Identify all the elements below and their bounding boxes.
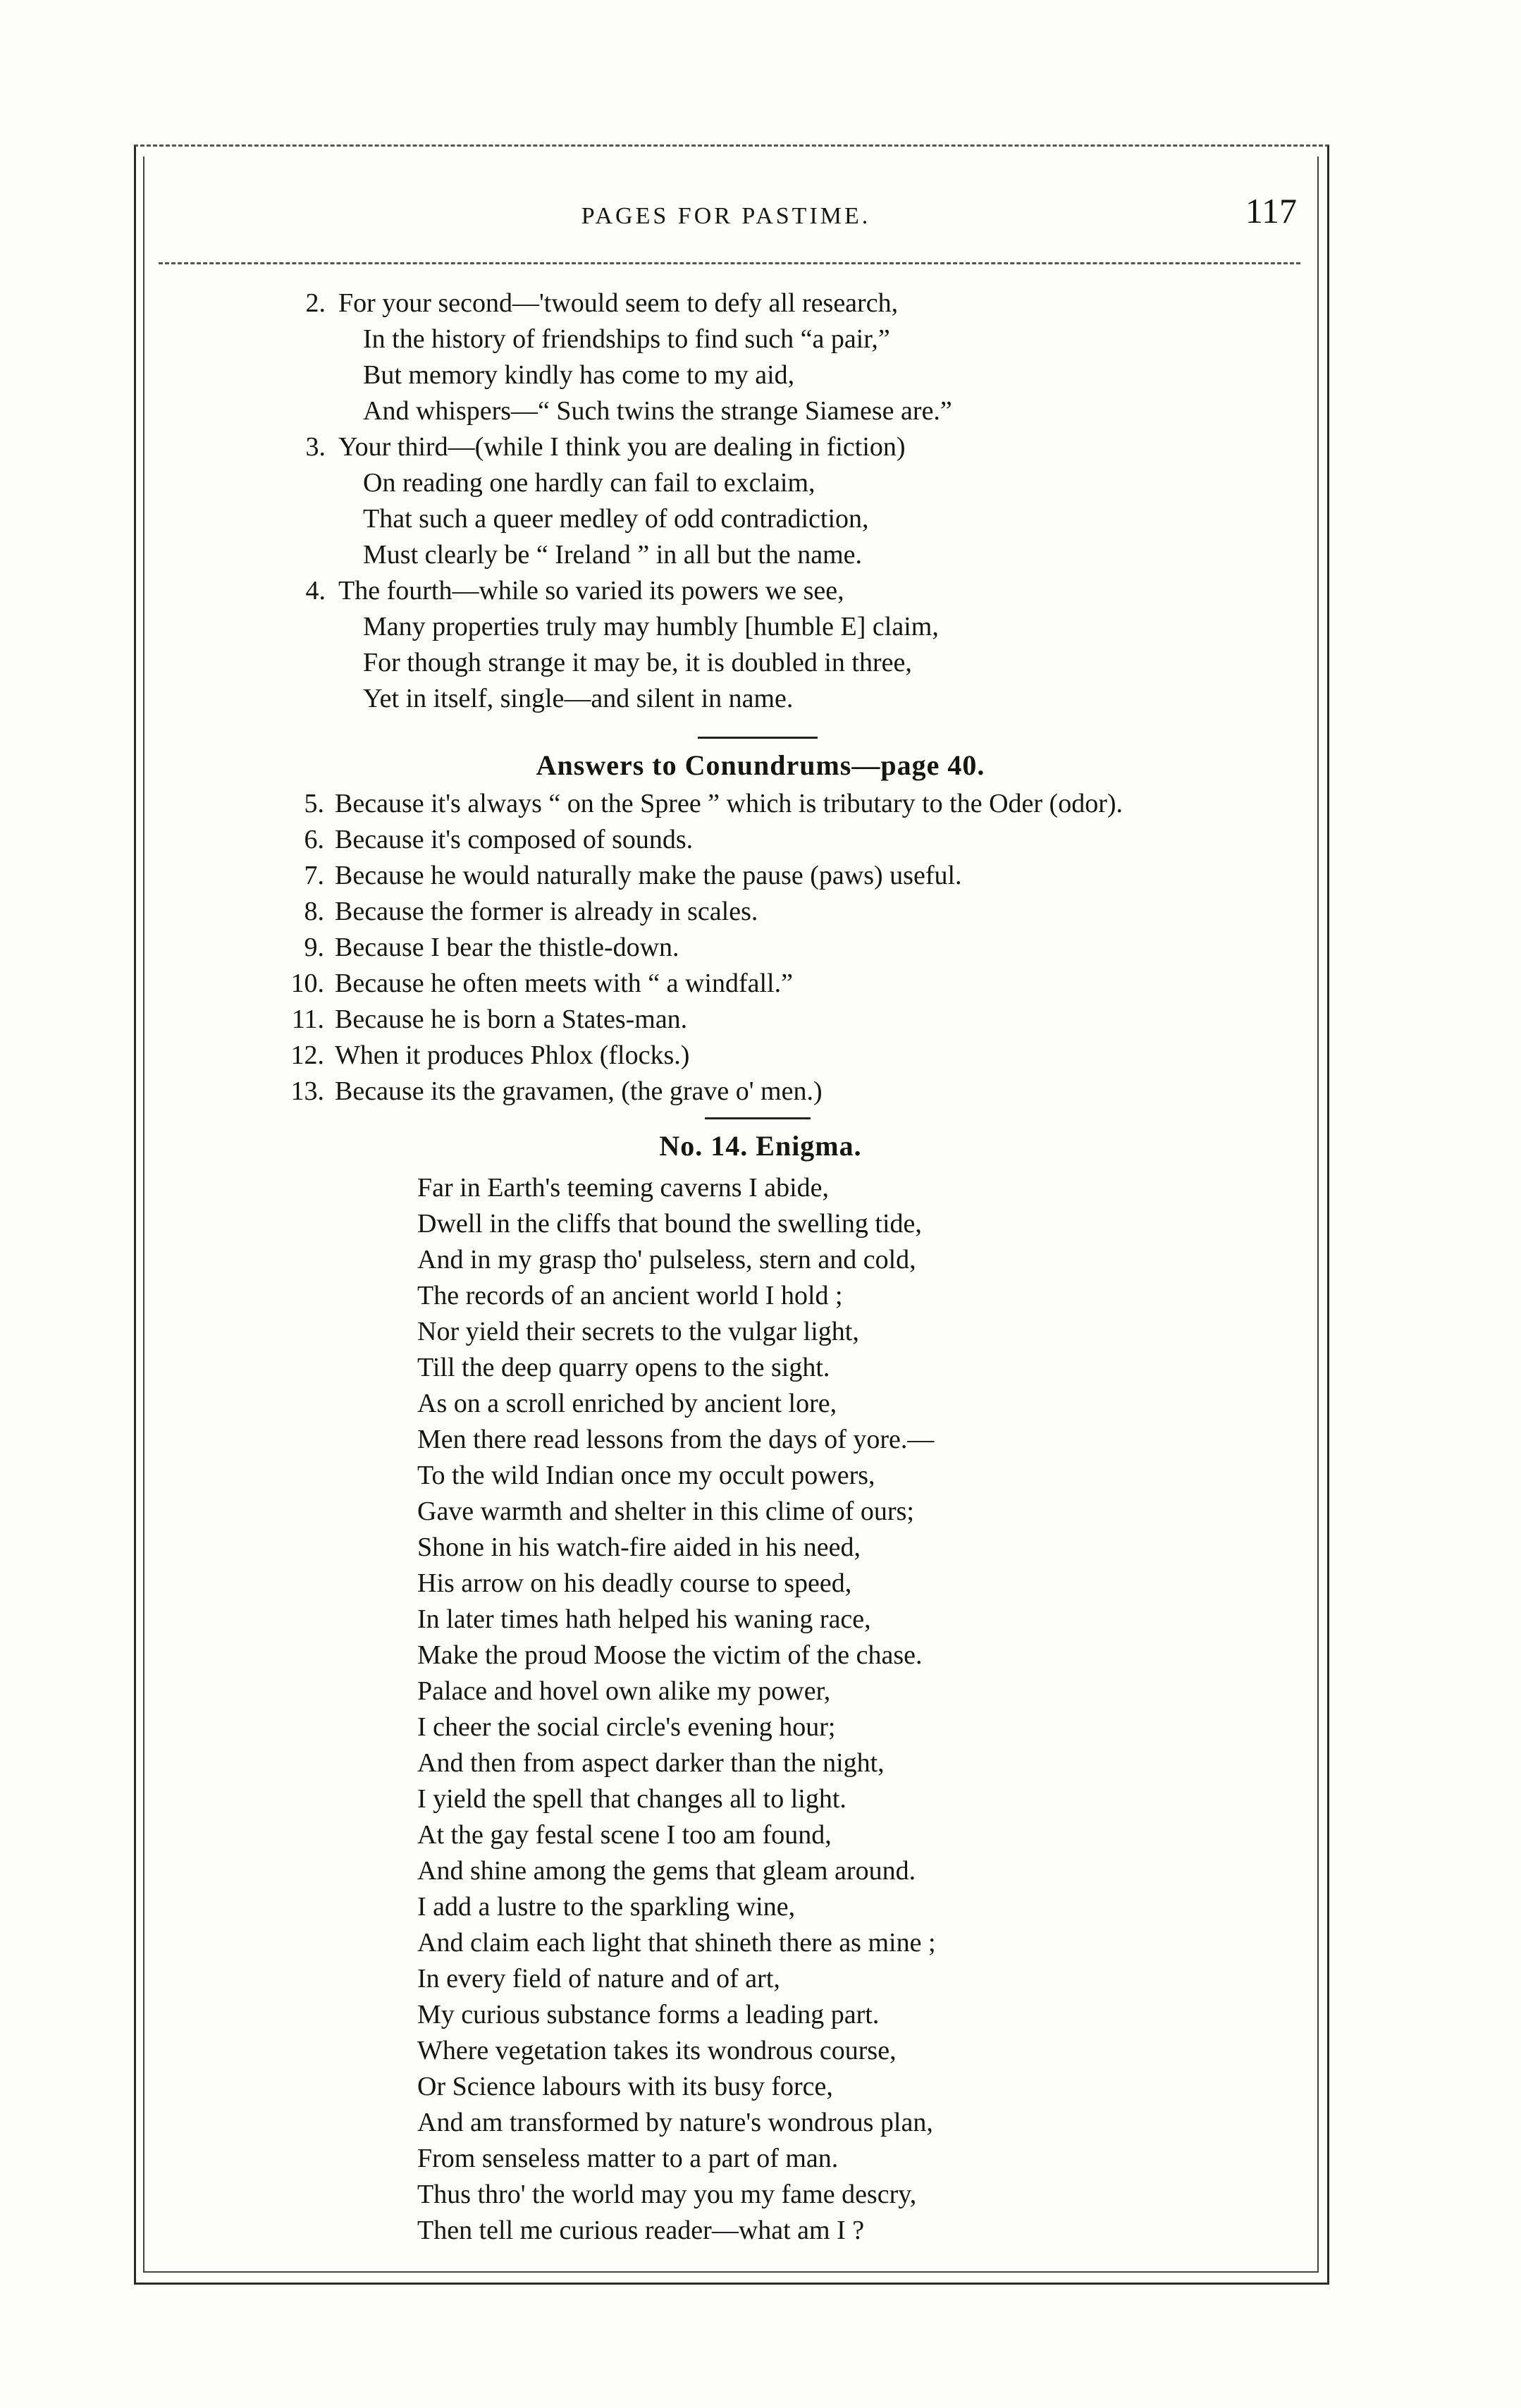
riddle-line [0,393,1521,429]
poem-line [0,2141,1521,2177]
answer-item [0,1038,1521,1074]
line-text: But memory kindly has come to my aid, [363,360,795,390]
line-text: Because it's always “ on the Spree ” which is tributary to the Oder (odor). [335,789,1123,818]
poem-line [0,1566,1521,1602]
line-text: For your second—'twould seem to defy all research, [338,288,899,318]
line-text: Must clearly be “ Ireland ” in all but the name. [363,540,863,570]
line-text: And am transformed by nature's wondrous plan, [417,2108,933,2137]
line-text: Your third—(while I think you are dealing in fiction) [338,432,906,462]
enigma-rule [705,1117,811,1119]
poem-line [0,2177,1521,2213]
poem-line [0,1781,1521,1817]
poem-line [0,1709,1521,1745]
answers-list [0,786,1521,1110]
poem-line [0,1170,1521,1206]
item-number: 4. [305,576,326,606]
poem-line [0,2069,1521,2105]
answer-item [0,786,1521,822]
answer-item [0,894,1521,930]
poem-line [0,1673,1521,1709]
riddle-line [0,321,1521,357]
item-number: 13. [290,1076,324,1106]
line-text: And whispers—“ Such twins the strange Siamese are.” [363,396,952,426]
line-text: His arrow on his deadly course to speed, [417,1568,852,1598]
line-text: Because its the gravamen, (the grave o' men.) [335,1076,823,1106]
line-text: Till the deep quarry opens to the sight. [417,1353,830,1382]
line-text: And in my grasp tho' pulseless, stern and cold, [417,1245,916,1274]
line-text: For though strange it may be, it is doubled in three, [363,648,912,677]
poem-line [0,1961,1521,1997]
page-number: 117 [1245,191,1297,231]
line-text: Men there read lessons from the days of yore.— [417,1425,935,1454]
line-text: Nor yield their secrets to the vulgar light, [417,1317,859,1346]
line-text: Because it's composed of sounds. [335,825,694,854]
item-number: 9. [304,933,324,962]
poem-line [0,2105,1521,2141]
riddle-line [0,681,1521,717]
line-text: In every field of nature and of art, [417,1964,780,1994]
riddle-line [0,573,1521,609]
item-number: 11. [291,1005,324,1034]
enigma-heading: No. 14. Enigma. [659,1130,862,1162]
line-text: And claim each light that shineth there as mine ; [417,1928,936,1958]
answers-heading: Answers to Conundrums—page 40. [536,749,985,781]
answer-item [0,930,1521,966]
line-text: Or Science labours with its busy force, [417,2072,833,2101]
item-number: 7. [304,861,324,890]
line-text: I add a lustre to the sparkling wine, [417,1892,796,1922]
poem-line [0,1278,1521,1314]
line-text: Far in Earth's teeming caverns I abide, [417,1173,830,1203]
item-number: 10. [290,969,324,998]
poem-line [0,1422,1521,1458]
line-text: To the wild Indian once my occult powers, [417,1461,875,1490]
line-text: Yet in itself, single—and silent in name. [363,684,794,713]
line-text: Then tell me curious reader—what am I ? [417,2216,865,2245]
line-text: Shone in his watch-fire aided in his need, [417,1532,861,1562]
item-number: 6. [304,825,324,854]
line-text: That such a queer medley of odd contradiction, [363,504,869,534]
poem-line [0,2033,1521,2069]
riddle-line [0,357,1521,393]
answer-item [0,858,1521,894]
line-text: Because he would naturally make the pause (paws) useful. [335,861,962,890]
line-text: Because he often meets with “ a windfall.” [335,969,793,998]
item-number: 5. [304,789,324,818]
line-text: Where vegetation takes its wondrous course, [417,2036,897,2065]
line-text: Palace and hovel own alike my power, [417,1676,831,1706]
answer-item [0,1074,1521,1110]
line-text: Many properties truly may humbly [humble E] claim, [363,612,939,641]
running-title: PAGES FOR PASTIME. [581,203,871,229]
line-text: And shine among the gems that gleam around. [417,1856,916,1886]
line-text: Make the proud Moose the victim of the chase. [417,1640,923,1670]
riddle-line [0,465,1521,501]
item-number: 12. [290,1040,324,1070]
riddle-line [0,609,1521,645]
line-text: I yield the spell that changes all to light. [417,1784,846,1814]
line-text: At the gay festal scene I too am found, [417,1820,832,1850]
riddle-line [0,429,1521,465]
line-text: And then from aspect darker than the night, [417,1748,885,1778]
poem-line [0,1350,1521,1386]
line-text: From senseless matter to a part of man. [417,2144,839,2173]
poem-line [0,1853,1521,1889]
line-text: In the history of friendships to find such “a pair,” [363,324,890,354]
poem-line [0,1817,1521,1853]
poem-line [0,1314,1521,1350]
enigma-poem [0,1170,1521,2249]
riddle-line [0,285,1521,321]
poem-line [0,1925,1521,1961]
line-text: In later times hath helped his waning race, [417,1604,871,1634]
poem-line [0,1997,1521,2033]
line-text: I cheer the social circle's evening hour; [417,1712,836,1742]
line-text: My curious substance forms a leading part. [417,2000,880,2029]
riddle-line [0,501,1521,537]
poem-line [0,1889,1521,1925]
line-text: The records of an ancient world I hold ; [417,1281,843,1310]
answers-rule [698,737,818,739]
poem-line [0,1386,1521,1422]
answer-item [0,1002,1521,1038]
line-text: Thus thro' the world may you my fame descry, [417,2180,917,2209]
riddle-line [0,537,1521,573]
poem-line [0,1458,1521,1494]
item-number: 2. [305,288,326,318]
line-text: Dwell in the cliffs that bound the swelling tide, [417,1209,922,1239]
running-head [141,190,1311,247]
poem-line [0,1638,1521,1673]
header-rule [159,262,1300,264]
line-text: Because I bear the thistle-down. [335,933,679,962]
poem-line [0,1530,1521,1566]
answer-item [0,966,1521,1002]
item-number: 8. [304,897,324,926]
line-text: When it produces Phlox (flocks.) [335,1040,690,1070]
poem-line [0,1206,1521,1242]
poem-line [0,2213,1521,2249]
answer-item [0,822,1521,858]
poem-line [0,1602,1521,1638]
line-text: Gave warmth and shelter in this clime of ours; [417,1497,914,1526]
line-text: Because he is born a States-man. [335,1005,688,1034]
riddle-line [0,645,1521,681]
poem-line [0,1745,1521,1781]
poem-line [0,1242,1521,1278]
line-text: On reading one hardly can fail to exclaim, [363,468,815,498]
item-number: 3. [305,432,326,462]
line-text: The fourth—while so varied its powers we see, [338,576,844,606]
line-text: Because the former is already in scales. [335,897,758,926]
riddle-verses [0,285,1521,717]
poem-line [0,1494,1521,1530]
line-text: As on a scroll enriched by ancient lore, [417,1389,837,1418]
